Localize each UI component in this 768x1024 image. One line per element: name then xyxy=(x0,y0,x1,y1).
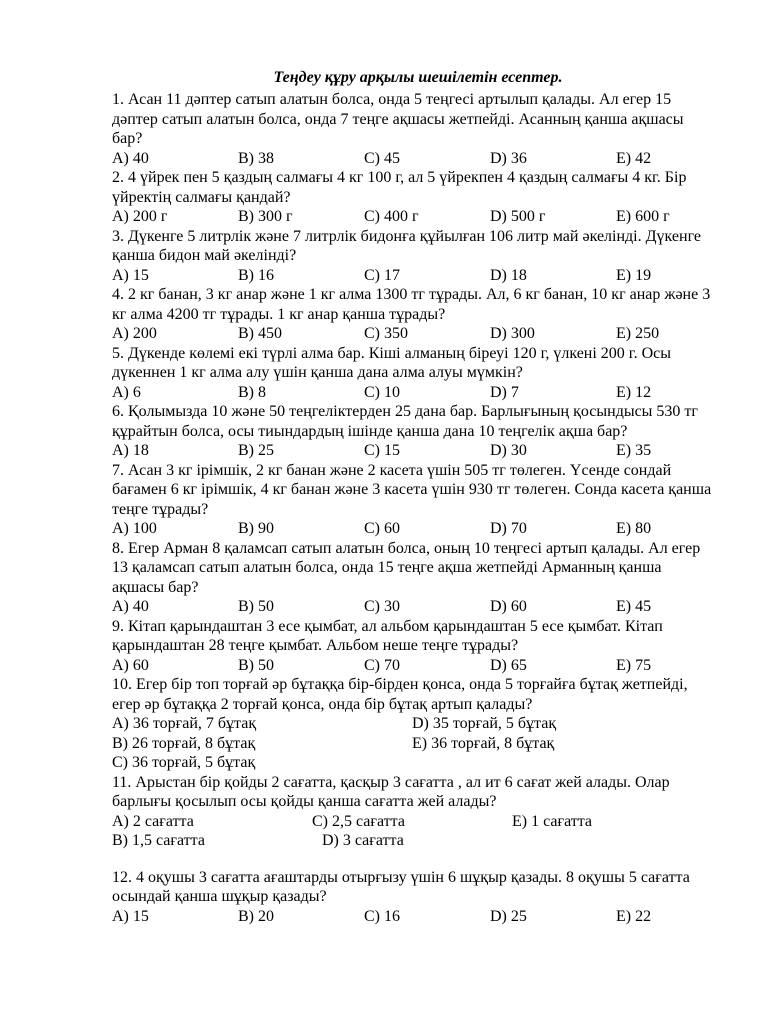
option-e: E) 75 xyxy=(616,656,652,674)
option-b: B) 20 xyxy=(238,907,274,925)
option-d: D) 65 xyxy=(490,656,527,674)
option-d: D) 3 сағатта xyxy=(322,832,404,849)
problem-8-options xyxy=(112,597,712,617)
option-d: D) 60 xyxy=(490,598,527,615)
problem-12-text: 12. 4 оқушы 3 сағатта ағаштарды отырғызу үшін 6 шұқыр қазады. 8 оқушы 5 сағатта осындай қанша шұқыр қазады? xyxy=(112,868,690,905)
problem-8-text: 8. Егер Арман 8 қаламсап сатып алатын болса, оның 10 теңгесі артып қалады. Ал егер 13 қаламсап сатып алатын болса, онда 15 теңге ақша жетпейді Арманның қанша ақшасы бар? xyxy=(112,539,701,596)
option-a: A) 18 xyxy=(112,442,149,459)
option-d: D) 70 xyxy=(490,520,527,537)
option-e: E) 42 xyxy=(616,149,652,167)
blank-line xyxy=(112,851,712,868)
problem-10-text: 10. Егер бір топ торғай әр бұтаққа бір-бірден қонса, онда 5 торғайға бұтақ жетпейді, егер әр бұтаққа 2 торғай қонса, онда бір бұтақ артып қалады? xyxy=(112,676,688,713)
option-d: D) 18 xyxy=(490,266,527,284)
problem-2-options xyxy=(112,207,712,227)
option-b: B) 50 xyxy=(238,656,274,674)
option-b: B) 16 xyxy=(238,266,274,284)
option-a: A) 6 xyxy=(112,383,141,401)
option-c: C) 45 xyxy=(364,149,400,167)
option-e: E) 35 xyxy=(616,442,652,459)
option-b: B) 26 торғай, 8 бұтақ xyxy=(112,734,256,752)
problem-1-text: 1. Асан 11 дәптер сатып алатын болса, онда 5 теңгесі артылып қалады. Ал егер 15 дәптер сатып алатын болса, онда 7 теңге ақшасы жетпейді. Асанның қанша ақшасы бар? xyxy=(112,91,684,147)
option-c: C) 400 г xyxy=(364,208,419,225)
option-a: A) 36 торғай, 7 бұтақ xyxy=(112,715,257,732)
problem-10-options-row-3 xyxy=(112,753,712,773)
option-b: B) 25 xyxy=(238,442,274,459)
option-e: E) 12 xyxy=(616,383,652,401)
option-e: E) 36 торғай, 8 бұтақ xyxy=(412,734,555,752)
option-a: A) 40 xyxy=(112,149,149,167)
option-d: D) 500 г xyxy=(490,208,546,225)
problem-9-text: 9. Кітап қарындаштан 3 есе қымбат, ал альбом қарындаштан 5 есе қымбат. Кітап қарындаштан 28 теңге қымбат. Альбом неше теңге тұрады? xyxy=(112,617,663,654)
option-c: C) 16 xyxy=(364,907,400,925)
problem-4-text: 4. 2 кг банан, 3 кг анар және 1 кг алма 1300 тг тұрады. Ал, 6 кг банан, 10 кг анар және 3 кг алма 4200 тг тұрады. 1 кг анар қанша тұрады? xyxy=(112,286,711,323)
problem-11-options-row-2 xyxy=(112,831,712,851)
option-a: A) 40 xyxy=(112,598,149,615)
option-e: E) 600 г xyxy=(616,208,670,225)
option-c: C) 17 xyxy=(364,266,400,284)
option-c: C) 36 торғай, 5 бұтақ xyxy=(112,754,256,771)
problem-12-options xyxy=(112,907,712,927)
option-a: A) 15 xyxy=(112,266,149,284)
option-b: B) 50 xyxy=(238,598,274,615)
option-c: C) 350 xyxy=(364,325,408,342)
option-c: C) 60 xyxy=(364,520,400,537)
option-a: A) 2 сағатта xyxy=(112,812,194,830)
problem-6-options xyxy=(112,441,712,461)
problem-7-text: 7. Асан 3 кг ірімшік, 2 кг банан және 2 касета үшін 505 тг төлеген. Үсенде сондай бағамен 6 кг ірімшік, 4 кг банан және 3 касета үшін 930 тг төлеген. Сонда касета қанша теңге тұрады? xyxy=(112,461,712,518)
problem-4-options xyxy=(112,324,712,344)
problem-11-text: 11. Арыстан бір қойды 2 сағатта, қасқыр 3 сағатта , ал ит 6 сағат жей алады. Олар барлығы қосылып осы қойды қанша сағатта жей алады? xyxy=(112,773,670,810)
option-d: D) 30 xyxy=(490,442,527,459)
problem-9-options xyxy=(112,656,712,676)
option-e: E) 250 xyxy=(616,325,660,342)
problem-11-options-row-1 xyxy=(112,812,712,832)
option-c: C) 70 xyxy=(364,656,400,674)
problem-5-options xyxy=(112,383,712,403)
option-d: D) 35 торғай, 5 бұтақ xyxy=(412,715,557,732)
option-b: B) 8 xyxy=(238,383,266,401)
problem-3-options xyxy=(112,266,712,286)
option-a: A) 200 г xyxy=(112,208,168,225)
option-e: E) 19 xyxy=(616,266,652,284)
option-d: D) 7 xyxy=(490,383,519,401)
option-c: C) 10 xyxy=(364,383,400,401)
option-a: A) 60 xyxy=(112,656,149,674)
option-c: C) 2,5 сағатта xyxy=(312,812,405,830)
option-b: B) 90 xyxy=(238,520,274,537)
problem-6-text: 6. Қолымызда 10 және 50 теңгеліктерден 25 дана бар. Барлығының қосындысы 530 тг құрайтын болса, осы тиындардың ішінде қанша дана 10 теңгелік ақша бар? xyxy=(112,403,698,440)
problem-2-text: 2. 4 үйрек пен 5 қаздың салмағы 4 кг 100 г, ал 5 үйрекпен 4 қаздың салмағы 4 кг. Бір үйректің салмағы қандай? xyxy=(112,169,687,206)
option-d: D) 300 xyxy=(490,325,535,342)
document xyxy=(112,64,712,926)
option-b: B) 1,5 сағатта xyxy=(112,832,205,849)
option-a: A) 15 xyxy=(112,907,149,925)
option-a: A) 100 xyxy=(112,520,157,537)
problem-3-text: 3. Дүкенге 5 литрлік және 7 литрлік бидонға құйылған 106 литр май әкелінді. Дүкенге қанша бидон май әкелінді? xyxy=(112,227,702,264)
option-b: B) 38 xyxy=(238,149,274,167)
document-title: Теңдеу құру арқылы шешілетін есептер. xyxy=(273,69,563,86)
option-a: A) 200 xyxy=(112,325,157,342)
option-d: D) 36 xyxy=(490,149,527,167)
option-b: B) 450 xyxy=(238,325,282,342)
option-e: E) 22 xyxy=(616,907,652,925)
option-e: E) 45 xyxy=(616,598,652,615)
option-c: C) 30 xyxy=(364,598,400,615)
option-e: E) 1 сағатта xyxy=(512,812,593,830)
problem-10-options-row-2 xyxy=(112,734,712,754)
option-d: D) 25 xyxy=(490,907,527,925)
problem-10-options-row-1 xyxy=(112,714,712,734)
option-b: B) 300 г xyxy=(238,208,293,225)
problem-1-options xyxy=(112,149,712,169)
option-e: E) 80 xyxy=(616,520,652,537)
option-c: C) 15 xyxy=(364,442,400,459)
problem-5-text: 5. Дүкенде көлемі екі түрлі алма бар. Кіші алманың біреуі 120 г, үлкені 200 г. Осы дүкеннен 1 кг алма алу үшін қанша дана алма алуы мүмкін? xyxy=(112,344,671,381)
problem-7-options xyxy=(112,519,712,539)
